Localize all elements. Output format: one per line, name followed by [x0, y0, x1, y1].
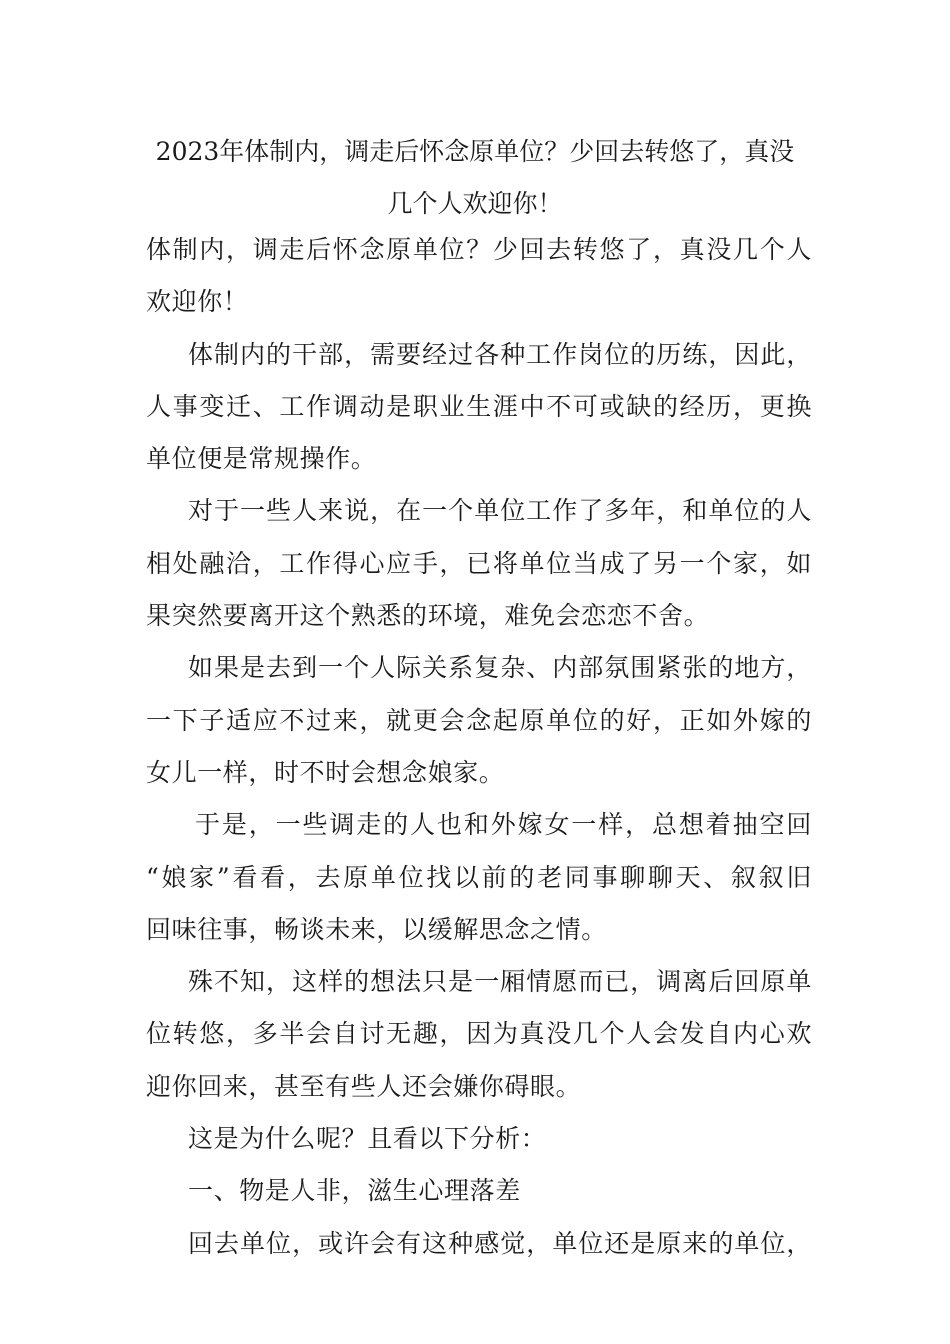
paragraph-start-line: 于是，一些调走的人也和外嫁女一样，总想着抽空回 [195, 810, 812, 840]
paragraph-start-line: 这是为什么呢？且看以下分析： [188, 1124, 547, 1154]
paragraph-start-line: 对于一些人来说，在一个单位工作了多年，和单位的人 [188, 496, 812, 526]
body-line: 迎你回来，甚至有些人还会嫌你碍眼。 [146, 1071, 582, 1101]
body-line: 女儿一样，时不时会想念娘家。 [146, 757, 505, 787]
paragraph-start-line: 回去单位，或许会有这种感觉，单位还是原来的单位， [188, 1228, 812, 1258]
body-line: 欢迎你！ [146, 287, 249, 317]
title-line-2: 几个人欢迎你！ [387, 189, 563, 218]
document-title [120, 126, 830, 230]
section-heading: 一、物是人非，滋生心理落差 [188, 1176, 521, 1206]
paragraph-start-line: 体制内的干部，需要经过各种工作岗位的历练，因此， [188, 339, 812, 369]
body-line: 单位便是常规操作。 [146, 444, 377, 474]
body-line: 相处融洽，工作得心应手，已将单位当成了另一个家，如 [146, 548, 812, 578]
paragraph-start-line: 殊不知，这样的想法只是一厢情愿而已，调离后回原单 [188, 967, 812, 997]
body-line: 回味往事，畅谈未来，以缓解思念之情。 [146, 914, 607, 944]
paragraph-start-line: 如果是去到一个人际关系复杂、内部氛围紧张的地方， [188, 653, 812, 683]
body-line: 果突然要离开这个熟悉的环境，难免会恋恋不舍。 [146, 601, 710, 631]
document-body [146, 224, 812, 1270]
body-line: 一下子适应不过来，就更会念起原单位的好，正如外嫁的 [146, 705, 812, 735]
title-line-1: 2023年体制内，调走后怀念原单位？少回去转悠了，真没 [155, 137, 795, 166]
body-line: 体制内，调走后怀念原单位？少回去转悠了，真没几个人 [146, 235, 812, 264]
body-line: 人事变迁、工作调动是职业生涯中不可或缺的经历，更换 [146, 391, 812, 421]
body-line: “娘家”看看，去原单位找以前的老同事聊聊天、叙叙旧 [146, 862, 812, 892]
body-line: 位转悠，多半会自讨无趣，因为真没几个人会发自内心欢 [146, 1019, 812, 1049]
